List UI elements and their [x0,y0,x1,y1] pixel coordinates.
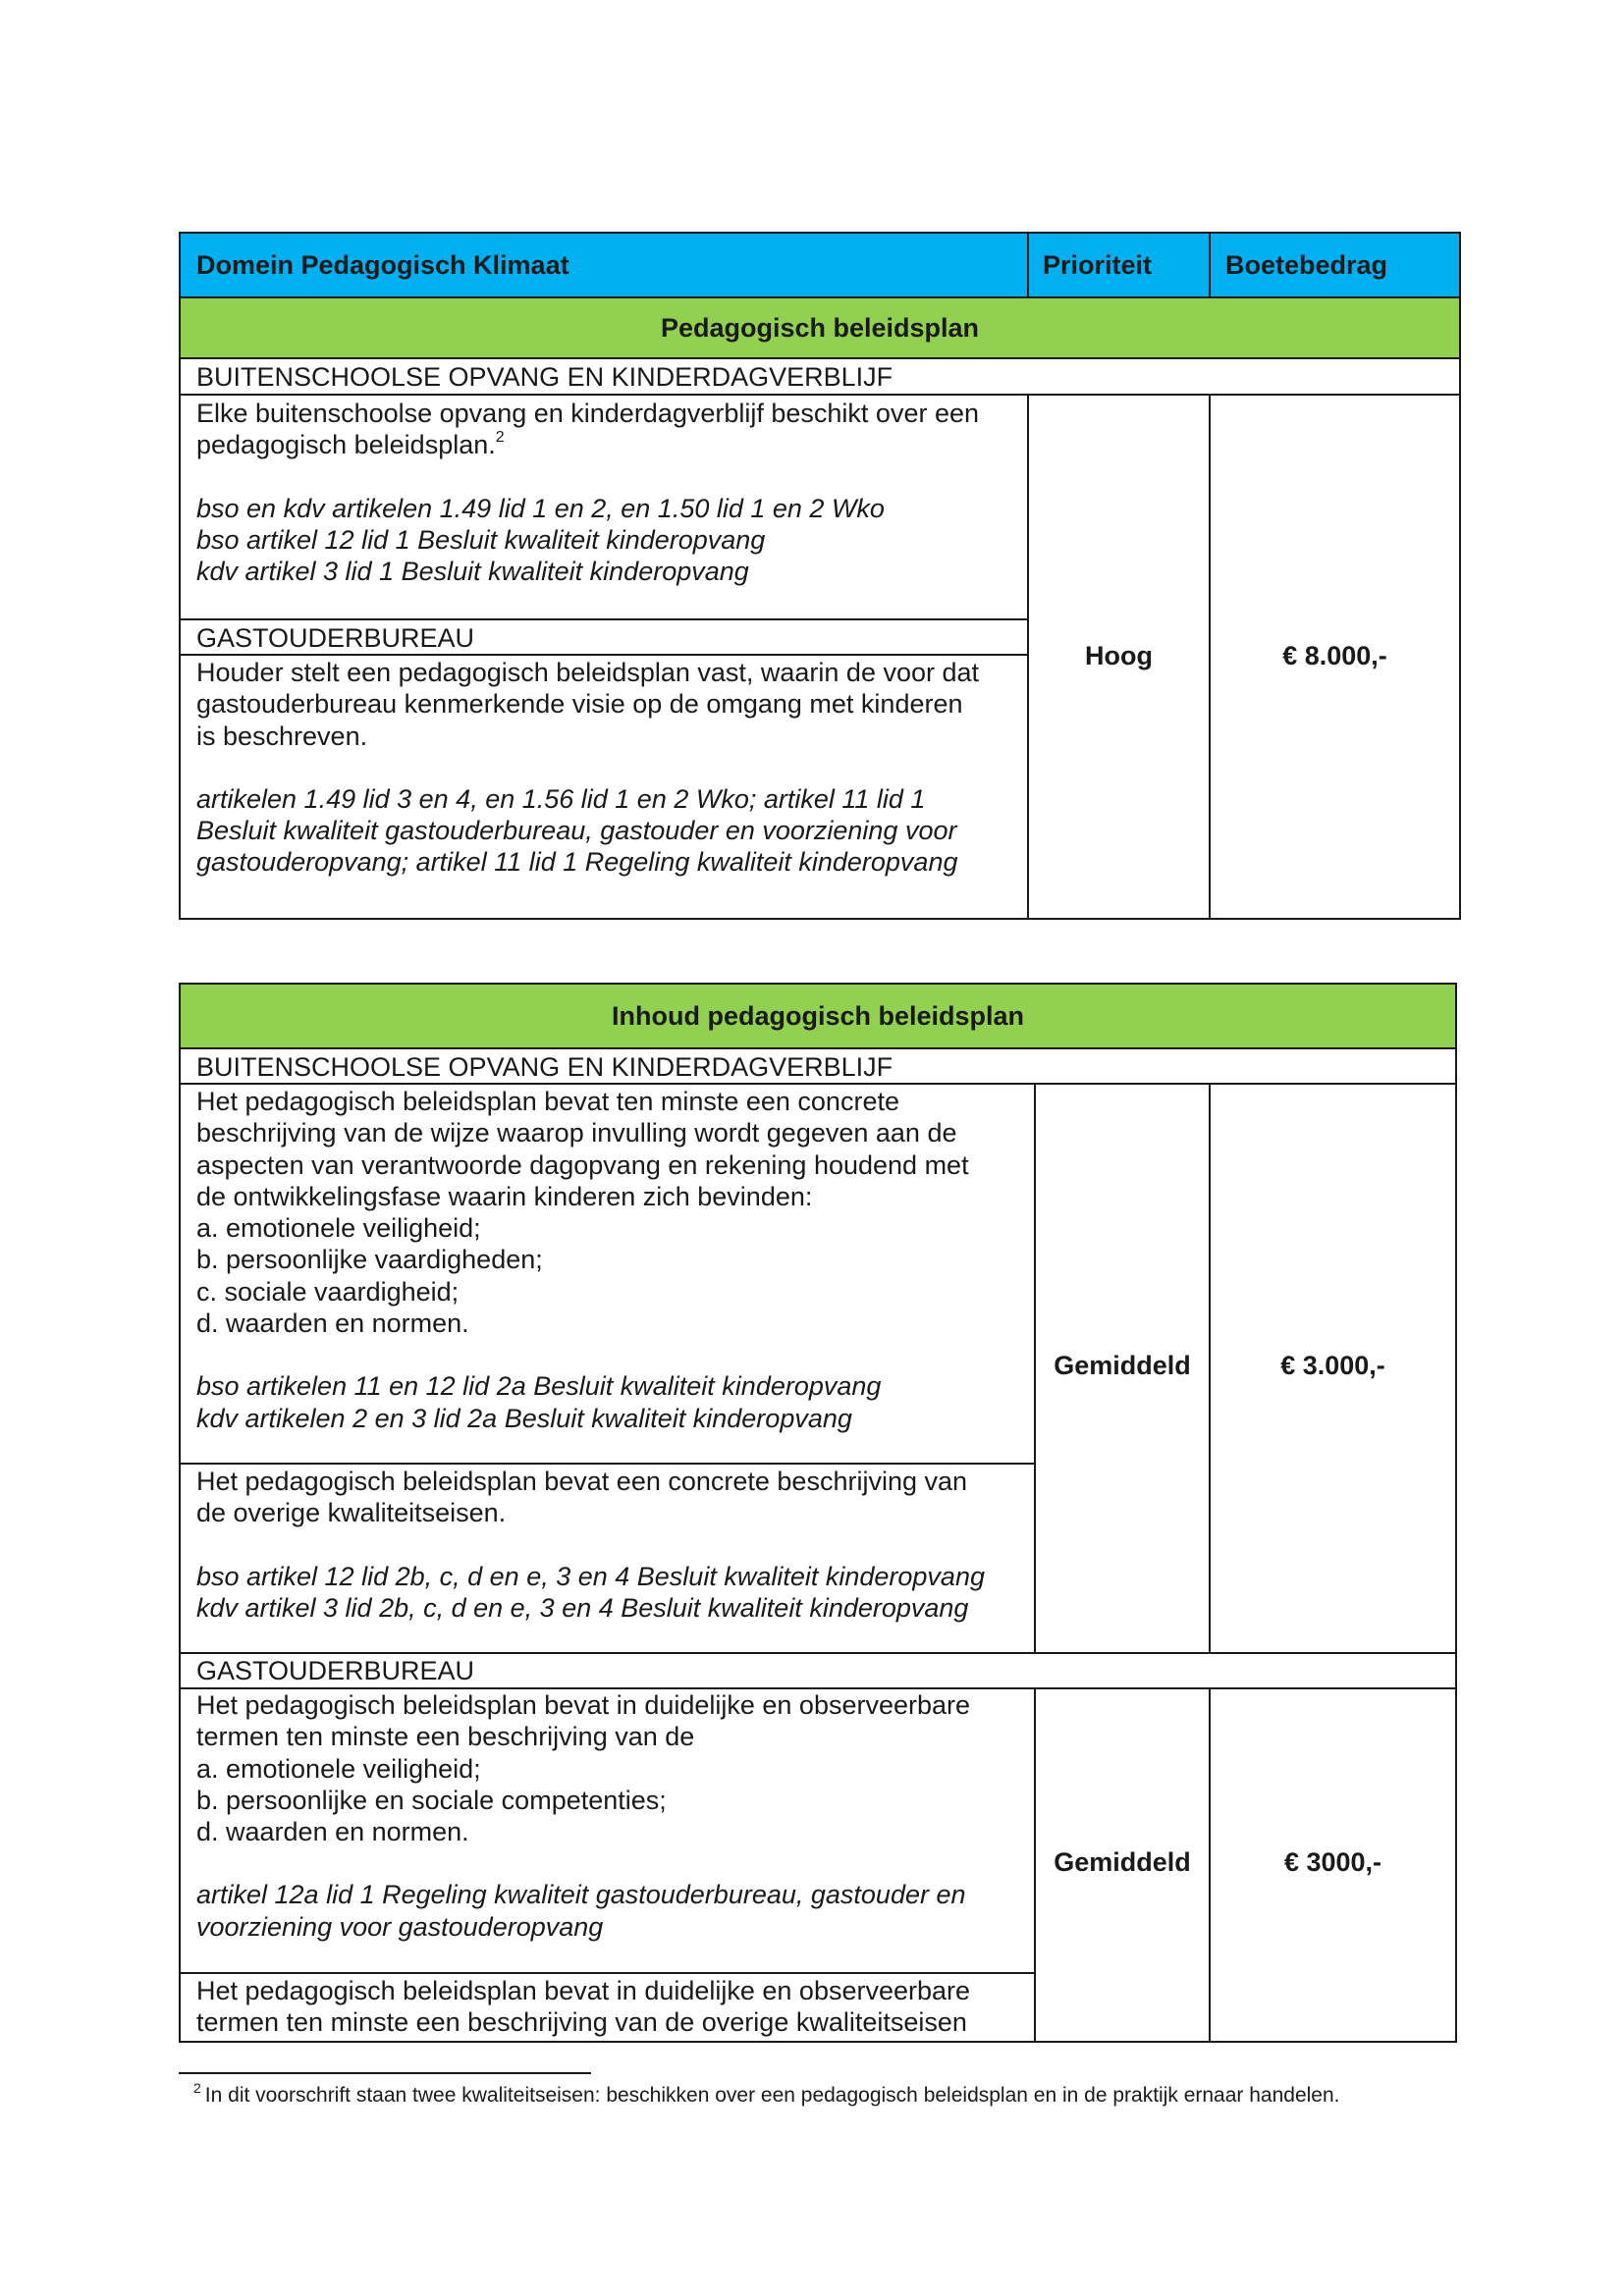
header-fine: Boetebedrag [1225,250,1388,280]
requirement-text-gob-content: Het pedagogisch beleidsplan bevat in duidelijke en observeerbare termen ten minste een beschrijving van de a. emotionele veiligheid; b. persoonlijke en sociale competenties; d. waarden en normen. artikel 12a lid 1 Regeling kwaliteit gastouderbureau, gastouder en voorziening voor gastouderopvang [196,1690,971,1942]
requirement-text-gastouderbureau: Houder stelt een pedagogisch beleidsplan vast, waarin de voor dat gastouderbureau kenmerkende visie op de omgang met kinderen is beschreven. artikelen 1.49 lid 3 en 4, en 1.56 lid 1 en 2 Wko; artikel 11 lid 1 Besluit kwaliteit gastouderbureau, gastouder en voorziening voor gastouderopvang; artikel 11 lid 1 Regeling kwaliteit kinderopvang [196,658,980,878]
fine-value: € 8.000,- [1282,641,1387,670]
requirement-text-other-quality: Het pedagogisch beleidsplan bevat een concrete beschrijving van de overige kwaliteitseisen. bso artikel 12 lid 2b, c, d en e, 3 en 4 Besluit kwaliteit kinderopvang kdv artikel 3 lid 2b, c, d en e, 3 en 4 Besluit kwaliteit kinderopvang [196,1467,985,1623]
category-label-bso-kdv: BUITENSCHOOLSE OPVANG EN KINDERDAGVERBLIJF [196,1052,893,1082]
category-label-gastouderbureau: GASTOUDERBUREAU [196,623,475,653]
footnote-text: In dit voorschrift staan twee kwaliteitseisen: beschikken over een pedagogisch beleidsplan en in de praktijk ernaar handelen. [204,2084,1340,2107]
footnote [193,2080,1340,2109]
requirement-text-content: Het pedagogisch beleidsplan bevat ten minste een concrete beschrijving van de wijze waarop invulling wordt gegeven aan de aspecten van verantwoorde dagopvang en rekening houdend met de ontwikkelingsfase waarin kinderen zich bevinden: a. emotionele veiligheid; b. persoonlijke vaardigheden; c. sociale vaardigheid; d. waarden en normen. bso artikelen 11 en 12 lid 2a Besluit kwaliteit kinderopvang kdv artikelen 2 en 3 lid 2a Besluit kwaliteit kinderopvang [196,1087,969,1433]
category-label-bso-kdv: BUITENSCHOOLSE OPVANG EN KINDERDAGVERBLIJF [196,362,893,392]
footnote-number: 2 [193,2080,201,2096]
priority-value: Gemiddeld [1054,1351,1191,1380]
fine-value: € 3.000,- [1280,1351,1385,1380]
table-pedagogisch-beleidsplan [179,232,1461,920]
section-title: Pedagogisch beleidsplan [660,313,980,343]
footnote-marker: 2 [495,429,505,447]
header-priority: Prioriteit [1043,250,1153,280]
header-domain: Domein Pedagogisch Klimaat [196,250,569,280]
requirement-text-gob-other: Het pedagogisch beleidsplan bevat in duidelijke en observeerbare termen ten minste een beschrijving van de overige kwaliteitseisen [196,1976,971,2038]
priority-value: Hoog [1085,641,1153,670]
fine-value: € 3000,- [1283,1847,1382,1877]
category-label-gastouderbureau: GASTOUDERBUREAU [196,1656,475,1685]
footnote-divider [179,2072,591,2074]
requirement-text-bso-kdv: Elke buitenschoolse opvang en kinderdagverblijf beschikt over een pedagogisch beleidsplan.$^2$ bso en kdv artikelen 1.49 lid 1 en 2, en 1.50 lid 1 en 2 Wko bso artikel 12 lid 1 Besluit kwaliteit kinderopvang kdv artikel 3 lid 1 Besluit kwaliteit kinderopvang [196,399,980,587]
section-title: Inhoud pedagogisch beleidsplan [611,1001,1025,1031]
table-inhoud-beleidsplan [179,983,1457,2043]
priority-value: Gemiddeld [1054,1847,1191,1877]
